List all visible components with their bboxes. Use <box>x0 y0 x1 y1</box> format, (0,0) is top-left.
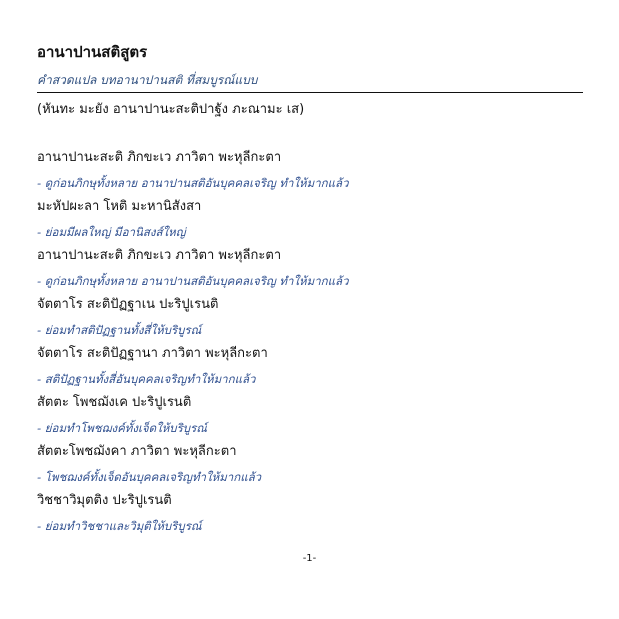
pali-line: มะหัปผะลา โหติ มะหานิสังสา <box>37 199 202 214</box>
translation-line: - ดูก่อนภิกษุทั้งหลาย อานาปานสติอันบุคคลเจริญ ทำให้มากแล้ว <box>37 175 349 190</box>
pali-line: วิชชาวิมุตติง ปะริปูเรนติ <box>37 493 172 508</box>
verse-list <box>37 146 583 538</box>
translation-line: - สติปัฏฐานทั้งสี่อันบุคคลเจริญทำให้มากแล้ว <box>37 371 256 386</box>
translation-line: - ย่อมทำโพชฌงค์ทั้งเจ็ดให้บริบูรณ์ <box>37 420 207 435</box>
translation-line: - ย่อมทำวิชชาและวิมุติให้บริบูรณ์ <box>37 518 202 533</box>
pali-line: สัตตะ โพชฌังเค ปะริปูเรนติ <box>37 395 192 410</box>
verse <box>37 146 583 195</box>
title-divider <box>37 92 583 93</box>
chant-intro: (หันทะ มะยัง อานาปานะสะติปาฐัง ภะณามะ เส) <box>37 102 305 117</box>
translation-line: - ย่อมทำสติปัฏฐานทั้งสี่ให้บริบูรณ์ <box>37 322 202 337</box>
verse <box>37 440 583 489</box>
page-number: -1- <box>302 553 317 564</box>
pali-line: จัตตาโร สะติปัฏฐาเน ปะริปูเรนติ <box>37 297 219 312</box>
pali-line: อานาปานะสะติ ภิกขะเว ภาวิตา พะหุลีกะตา <box>37 150 282 165</box>
pali-line: จัตตาโร สะติปัฏฐานา ภาวิตา พะหุลีกะตา <box>37 346 268 361</box>
verse <box>37 293 583 342</box>
document-title: อานาปานสติสูตร <box>37 43 148 61</box>
translation-line: - ย่อมมีผลใหญ่ มีอานิสงส์ใหญ่ <box>37 224 186 239</box>
verse <box>37 391 583 440</box>
verse <box>37 489 583 538</box>
translation-line: - ดูก่อนภิกษุทั้งหลาย อานาปานสติอันบุคคลเจริญ ทำให้มากแล้ว <box>37 273 349 288</box>
document-subtitle: คำสวดแปล บทอานาปานสติ ที่สมบูรณ์แบบ <box>37 73 258 87</box>
verse <box>37 342 583 391</box>
pali-line: สัตตะโพชฌังคา ภาวิตา พะหุลีกะตา <box>37 444 237 459</box>
verse <box>37 244 583 293</box>
pali-line: อานาปานะสะติ ภิกขะเว ภาวิตา พะหุลีกะตา <box>37 248 282 263</box>
translation-line: - โพชฌงค์ทั้งเจ็ดอันบุคคลเจริญทำให้มากแล้ว <box>37 469 262 484</box>
verse <box>37 195 583 244</box>
